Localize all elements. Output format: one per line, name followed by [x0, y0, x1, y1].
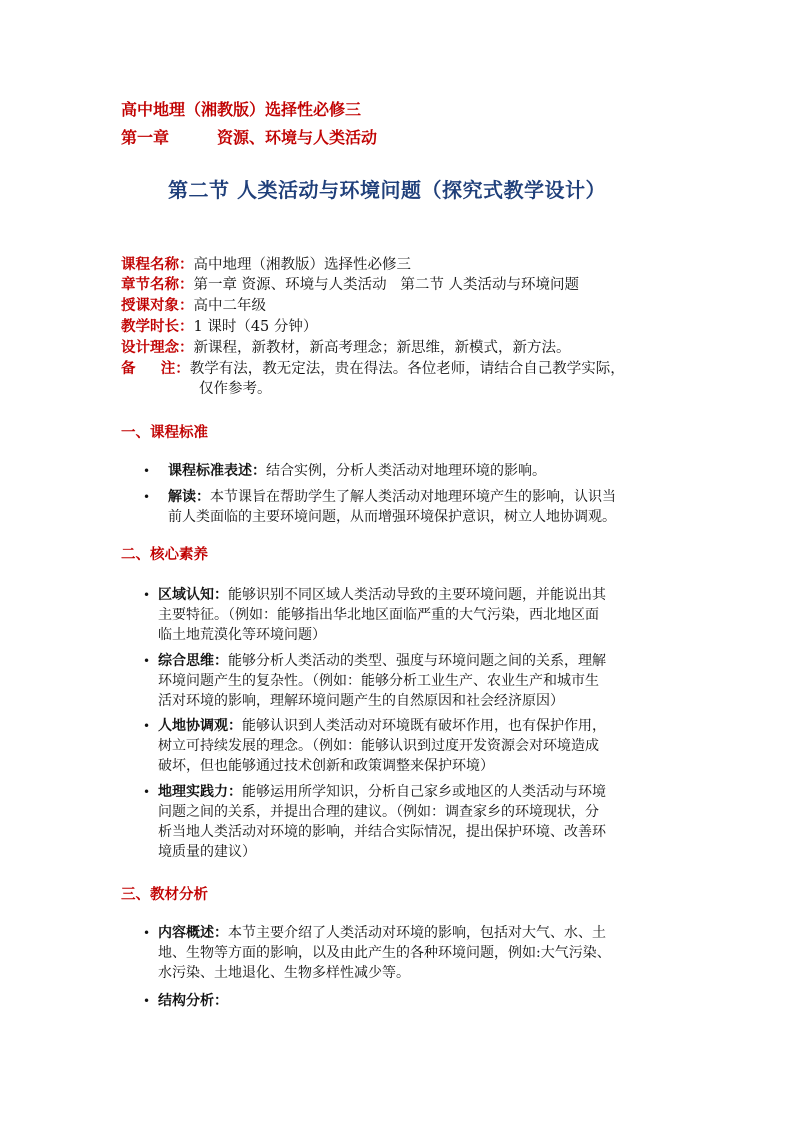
- bullet-icon: •: [143, 926, 151, 940]
- meta-value: 教学有法，教无定法，贵在得法。各位老师，请结合自己教学实际，: [189, 361, 625, 377]
- item-key: 综合思维：: [158, 653, 228, 669]
- meta-duration: [121, 317, 317, 337]
- meta-value: 第一章 资源、环境与人类活动 第二节 人类活动与环境问题: [193, 277, 580, 293]
- item-text: 地、生物等方面的影响，以及由此产生的各种环境问题，例如:大气污染、: [158, 945, 611, 961]
- list-item: [158, 923, 611, 983]
- bullet-icon: •: [143, 490, 151, 504]
- item-key: 区域认知：: [158, 587, 228, 603]
- item-key: 解读：: [168, 489, 210, 505]
- meta-course-name: [121, 255, 411, 275]
- item-text: 问题之间的关系，并提出合理的建议。（例如：调查家乡的环境现状，分: [158, 804, 599, 820]
- meta-chapter-name: [121, 275, 579, 295]
- item-text: 破坏，但也能够通过技术创新和政策调整来保护环境）: [158, 758, 494, 774]
- item-text: 能够认识到人类活动对环境既有破坏作用，也有保护作用，: [242, 718, 606, 734]
- meta-remarks: [121, 359, 625, 379]
- item-key: 课程标准表述：: [168, 463, 266, 479]
- meta-key: 课程名称：: [121, 256, 194, 273]
- item-text: 能够运用所学知识，分析自己家乡或地区的人类活动与环境: [242, 784, 606, 800]
- item-text: 活对环境的影响，理解环境问题产生的自然原因和社会经济原因）: [158, 693, 564, 709]
- bullet-icon: •: [143, 994, 151, 1008]
- meta-value: 高中地理（湘教版）选择性必修三: [193, 257, 411, 273]
- item-text: 能够识别不同区域人类活动导致的主要环境问题，并能说出其: [228, 587, 606, 603]
- item-text: 临土地荒漠化等环境问题）: [158, 627, 326, 643]
- item-text: 环境问题产生的复杂性。（例如：能够分析工业生产、农业生产和城市生: [158, 673, 599, 689]
- item-text: 本节课旨在帮助学生了解人类活动对地理环境产生的影响，认识当: [210, 489, 616, 505]
- section-heading: 一、课程标准: [121, 424, 208, 441]
- list-item: [158, 991, 228, 1011]
- list-item: [158, 585, 606, 645]
- meta-key: 备 注：: [121, 360, 190, 377]
- bullet-icon: •: [143, 588, 151, 602]
- meta-design-concept: [121, 338, 571, 358]
- meta-key: 教学时长：: [121, 318, 194, 335]
- meta-value: 1 课时（45 分钟）: [193, 319, 318, 335]
- item-text: 本节主要介绍了人类活动对环境的影响，包括对大气、水、土: [228, 925, 606, 941]
- meta-remarks-cont: 仅作参考。: [199, 381, 272, 397]
- item-text: 境质量的建议）: [158, 844, 256, 860]
- meta-value: 新课程，新教材，新高考理念；新思维，新模式，新方法。: [193, 340, 571, 356]
- item-text: 主要特征。（例如：能够指出华北地区面临严重的大气污染，西北地区面: [158, 607, 599, 623]
- item-text: 结合实例，分析人类活动对地理环境的影响。: [266, 463, 546, 479]
- item-key: 内容概述：: [158, 925, 228, 941]
- list-item: [158, 651, 606, 711]
- page-title: 第二节 人类活动与环境问题（探究式教学设计）: [168, 178, 606, 202]
- meta-value: 高中二年级: [193, 298, 266, 314]
- bullet-icon: •: [143, 464, 151, 478]
- bullet-icon: •: [143, 785, 151, 799]
- meta-key: 授课对象：: [121, 297, 194, 314]
- meta-key: 设计理念：: [121, 339, 194, 356]
- item-text: 析当地人类活动对环境的影响，并结合实际情况，提出保护环境、改善环: [158, 824, 606, 840]
- list-item: [158, 782, 606, 862]
- item-text: 前人类面临的主要环境问题，从而增强环境保护意识，树立人地协调观。: [168, 509, 616, 525]
- section-heading: 二、核心素养: [121, 546, 208, 563]
- meta-key: 章节名称：: [121, 276, 194, 293]
- item-text: 树立可持续发展的理念。（例如：能够认识到过度开发资源会对环境造成: [158, 738, 599, 754]
- item-text: 水污染、土地退化、生物多样性减少等。: [158, 965, 410, 981]
- list-item: [168, 461, 546, 481]
- chapter-title: 资源、环境与人类活动: [217, 128, 378, 147]
- bullet-icon: •: [143, 719, 151, 733]
- list-item: [168, 487, 616, 527]
- item-text: 能够分析人类活动的类型、强度与环境问题之间的关系，理解: [228, 653, 606, 669]
- chapter-label: 第一章: [121, 128, 170, 147]
- item-key: 结构分析：: [158, 993, 228, 1009]
- course-header: 高中地理（湘教版）选择性必修三: [121, 100, 362, 119]
- item-key: 人地协调观：: [158, 718, 242, 734]
- item-key: 地理实践力：: [158, 784, 242, 800]
- section-heading: 三、教材分析: [121, 886, 208, 903]
- bullet-icon: •: [143, 654, 151, 668]
- list-item: [158, 716, 606, 776]
- meta-audience: [121, 296, 266, 316]
